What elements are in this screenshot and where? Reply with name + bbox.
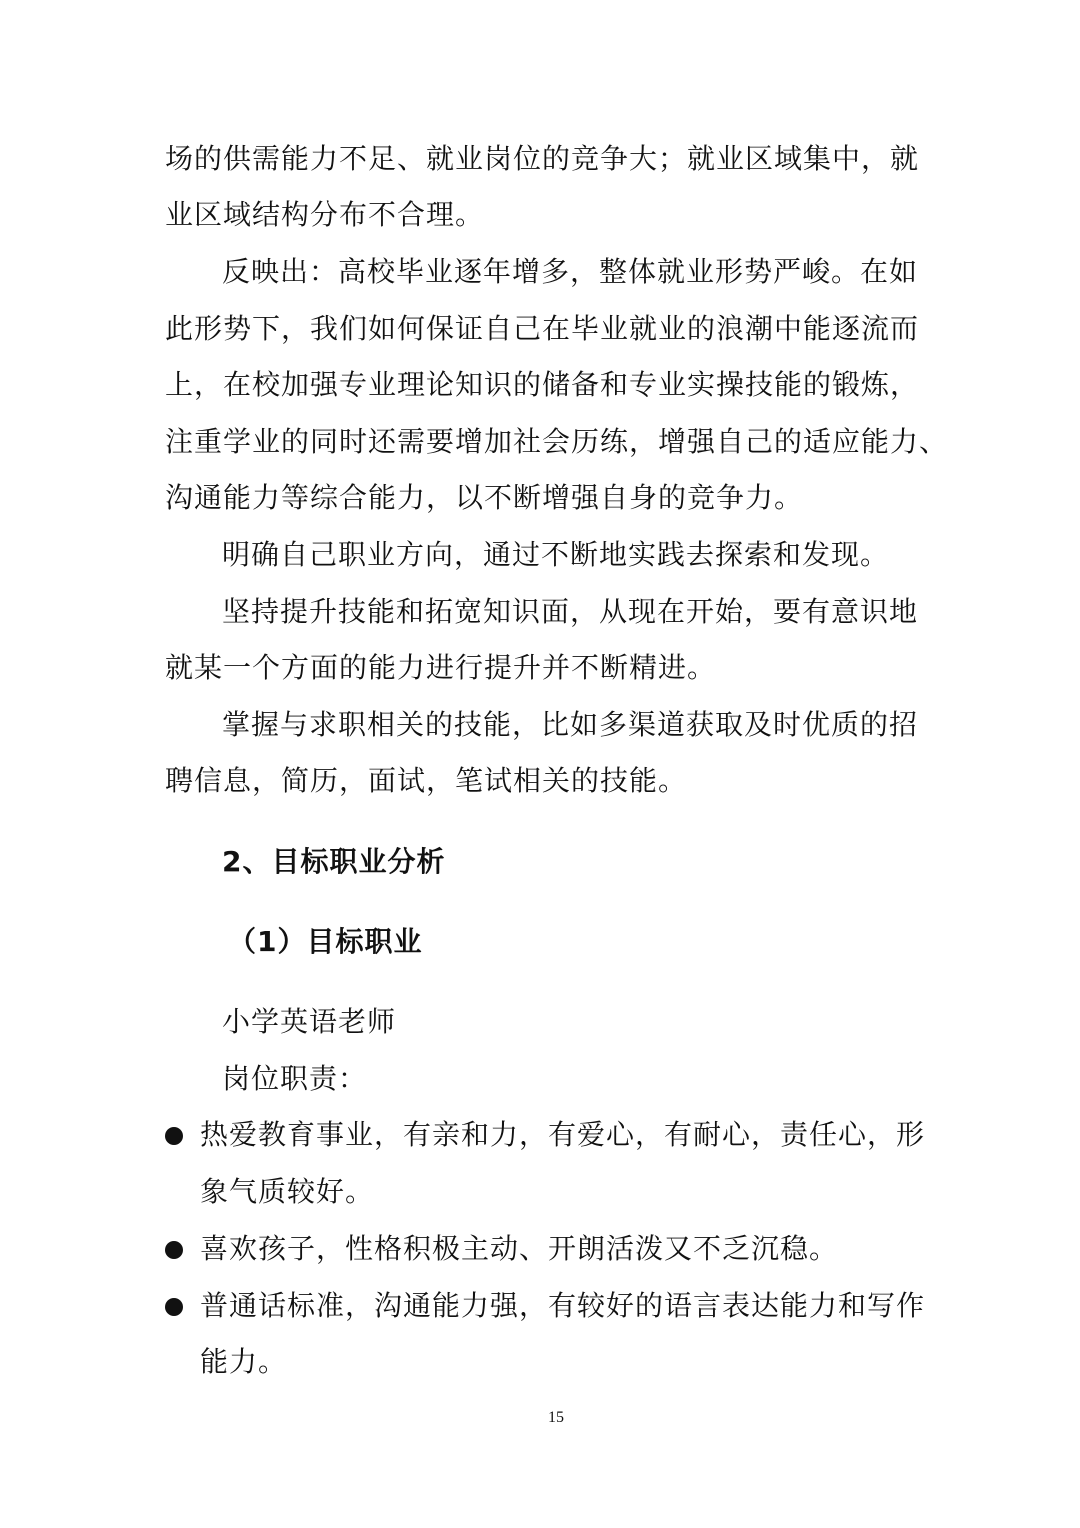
paragraph-4-line-1: 坚持提升技能和拓宽知识面，从现在开始，要有意识地 [222, 595, 919, 628]
bullet-3-line-2: 能力。 [200, 1345, 288, 1378]
paragraph-5-line-2: 聘信息，简历，面试，笔试相关的技能。 [165, 764, 688, 797]
paragraph-2-line-3: 上，在校加强专业理论知识的储备和专业实操技能的锻炼， [165, 368, 920, 401]
bullet-dot-icon [165, 1298, 183, 1316]
paragraph-3-line-1: 明确自己职业方向，通过不断地实践去探索和发现。 [222, 538, 890, 571]
paragraph-2-line-2: 此形势下，我们如何保证自己在毕业就业的浪潮中能逐流而 [165, 312, 920, 345]
paragraph-1-line-1: 场的供需能力不足、就业岗位的竞争大；就业区域集中，就 [165, 142, 920, 175]
bullet-dot-icon [165, 1127, 183, 1145]
paragraph-5-line-1: 掌握与求职相关的技能，比如多渠道获取及时优质的招 [222, 708, 919, 741]
bullet-2-line-1: 喜欢孩子，性格积极主动、开朗活泼又不乏沉稳。 [200, 1232, 839, 1265]
paragraph-2-line-1: 反映出：高校毕业逐年增多，整体就业形势严峻。在如 [222, 255, 919, 288]
section-subheading: （1）目标职业 [228, 925, 423, 958]
duties-label: 岗位职责： [222, 1062, 368, 1095]
bullet-dot-icon [165, 1241, 183, 1259]
paragraph-1-line-2: 业区域结构分布不合理。 [165, 198, 485, 231]
job-title: 小学英语老师 [222, 1005, 397, 1038]
page-number: 15 [548, 1409, 564, 1426]
section-heading: 2、目标职业分析 [222, 845, 446, 878]
bullet-1-line-1: 热爱教育事业，有亲和力，有爱心，有耐心，责任心，形 [200, 1118, 926, 1151]
paragraph-2-line-5: 沟通能力等综合能力，以不断增强自身的竞争力。 [165, 481, 804, 514]
bullet-1-line-2: 象气质较好。 [200, 1175, 375, 1208]
paragraph-2-line-4: 注重学业的同时还需要增加社会历练，增强自己的适应能力、 [165, 425, 949, 458]
paragraph-4-line-2: 就某一个方面的能力进行提升并不断精进。 [165, 651, 717, 684]
bullet-3-line-1: 普通话标准，沟通能力强，有较好的语言表达能力和写作 [200, 1289, 926, 1322]
